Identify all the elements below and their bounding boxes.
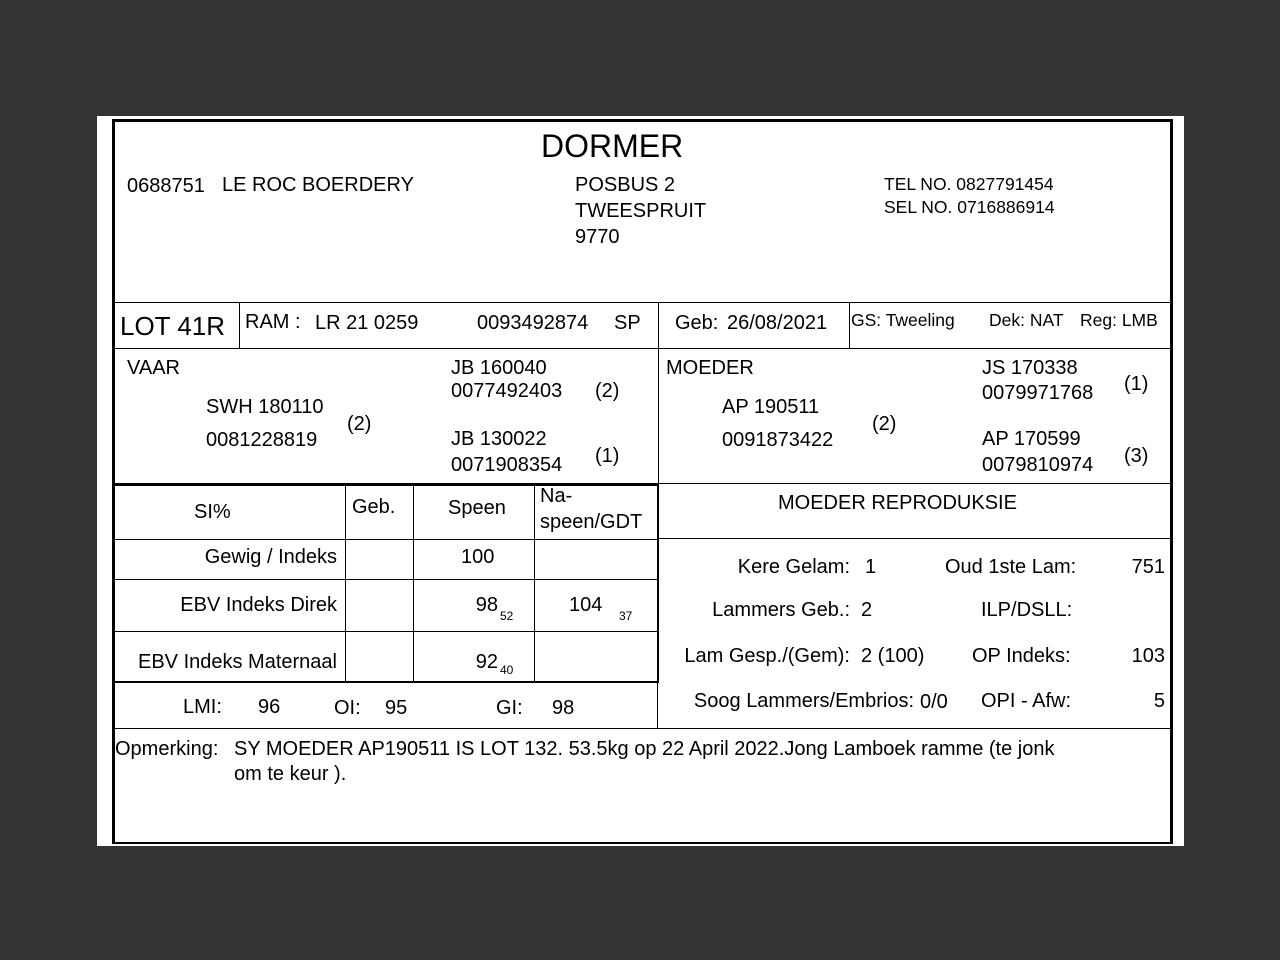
opi-afw-value: 5 bbox=[1153, 690, 1165, 712]
rule-lot-div-1 bbox=[239, 302, 240, 348]
birth-date: 26/08/2021 bbox=[727, 312, 828, 334]
speen-header: Speen bbox=[448, 497, 506, 519]
rule-si-col-1 bbox=[345, 484, 346, 682]
vaar-number: 0081228819 bbox=[206, 429, 318, 451]
lam-gesp-value: 2 (100) bbox=[861, 645, 925, 667]
si-row-speen: 98 bbox=[475, 594, 498, 616]
tel-number: TEL NO. 0827791454 bbox=[884, 174, 1054, 194]
opi-afw-label: OPI - Afw: bbox=[981, 690, 1072, 712]
rule-si-row-1 bbox=[115, 579, 659, 580]
vaar-dam-count: (1) bbox=[595, 445, 620, 467]
rule-repro-title bbox=[659, 538, 1173, 539]
oud-1ste-lam-value: 751 bbox=[1131, 556, 1165, 578]
repro-title: MOEDER REPRODUKSIE bbox=[778, 492, 1017, 514]
vaar-count: (2) bbox=[347, 413, 372, 435]
moeder-sire-id: JS 170338 bbox=[982, 357, 1078, 379]
moeder-count: (2) bbox=[872, 413, 897, 435]
gi-label: GI: bbox=[496, 697, 523, 719]
reg-field: Reg: LMB bbox=[1080, 310, 1158, 330]
si-row-label: EBV Indeks Maternaal bbox=[138, 651, 337, 673]
rule-indices-bottom bbox=[112, 728, 1173, 729]
lmi-label: LMI: bbox=[183, 696, 222, 718]
birth-label: Geb: bbox=[675, 312, 719, 334]
remark-line-1: SY MOEDER AP190511 IS LOT 132. 53.5kg op 22 April 2022.Jong Lamboek ramme (te jonk bbox=[234, 738, 1055, 760]
lmi-value: 96 bbox=[258, 696, 281, 718]
si-row-naspeen-accuracy: 37 bbox=[619, 609, 633, 623]
gi-value: 98 bbox=[552, 697, 575, 719]
si-row-label: Gewig / Indeks bbox=[204, 546, 337, 568]
rule-lot-div-2 bbox=[658, 302, 659, 348]
ram-code: SP bbox=[614, 312, 641, 334]
ilp-dsll-label: ILP/DSLL: bbox=[981, 599, 1073, 621]
vaar-dam-id: JB 130022 bbox=[451, 428, 547, 450]
lam-gesp-label: Lam Gesp./(Gem): bbox=[684, 645, 850, 667]
gs-field: GS: Tweeling bbox=[851, 310, 955, 330]
oi-label: OI: bbox=[334, 697, 361, 719]
lot-number: LOT 41R bbox=[120, 311, 226, 341]
lammers-geb-label: Lammers Geb.: bbox=[712, 599, 850, 621]
address-line-2: TWEESPRUIT bbox=[575, 200, 707, 222]
si-row-naspeen: 104 bbox=[569, 594, 603, 616]
vaar-label: VAAR bbox=[127, 357, 180, 379]
vaar-id: SWH 180110 bbox=[206, 396, 324, 418]
soog-label: Soog Lammers/Embrios: bbox=[693, 690, 914, 712]
rule-si-col-2 bbox=[413, 484, 414, 682]
vaar-dam-number: 0071908354 bbox=[451, 454, 563, 476]
geb-header: Geb. bbox=[352, 496, 396, 518]
kere-gelam-value: 1 bbox=[865, 556, 877, 578]
op-indeks-value: 103 bbox=[1131, 645, 1165, 667]
address-line-1: POSBUS 2 bbox=[575, 174, 676, 196]
si-row-speen-accuracy: 52 bbox=[500, 609, 514, 623]
rule-lot-bottom bbox=[112, 348, 1173, 349]
moeder-sire-number: 0079971768 bbox=[982, 382, 1094, 404]
op-indeks-label: OP Indeks: bbox=[972, 645, 1071, 667]
ram-label: RAM : bbox=[245, 311, 301, 333]
oi-value: 95 bbox=[385, 697, 408, 719]
lot-card bbox=[97, 116, 1184, 846]
rule-si-col-3 bbox=[534, 484, 535, 682]
moeder-label: MOEDER bbox=[666, 357, 754, 379]
rule-si-right bbox=[657, 484, 659, 682]
soog-value: 0/0 bbox=[920, 691, 948, 713]
si-row-speen-accuracy: 40 bbox=[500, 663, 514, 677]
moeder-dam-id: AP 170599 bbox=[982, 428, 1081, 450]
vaar-sire-number: 0077492403 bbox=[451, 380, 563, 402]
rule-lot-top bbox=[112, 302, 1173, 303]
rule-pedigree-mid bbox=[658, 348, 659, 483]
si-row-speen: 92 bbox=[475, 651, 498, 673]
frame-right bbox=[1170, 119, 1173, 844]
kere-gelam-label: Kere Gelam: bbox=[737, 556, 850, 578]
vaar-sire-count: (2) bbox=[595, 380, 620, 402]
si-header: SI% bbox=[194, 501, 231, 523]
ram-number: 0093492874 bbox=[477, 312, 589, 334]
address-line-3: 9770 bbox=[575, 226, 620, 248]
lammers-geb-value: 2 bbox=[861, 599, 873, 621]
sel-number: SEL NO. 0716886914 bbox=[884, 197, 1055, 217]
dek-field: Dek: NAT bbox=[989, 310, 1064, 330]
frame-left bbox=[112, 119, 115, 844]
remark-label: Opmerking: bbox=[115, 738, 219, 760]
rule-si-row-2 bbox=[115, 631, 659, 632]
ram-id: LR 21 0259 bbox=[315, 312, 419, 334]
rule-si-header bbox=[115, 539, 659, 540]
oud-1ste-lam-label: Oud 1ste Lam: bbox=[945, 556, 1077, 578]
owner-name: LE ROC BOERDERY bbox=[222, 174, 414, 196]
rule-lot-div-3 bbox=[849, 302, 850, 348]
moeder-sire-count: (1) bbox=[1124, 373, 1149, 395]
si-row-speen: 100 bbox=[461, 546, 495, 568]
frame-bottom bbox=[112, 842, 1173, 844]
rule-si-top bbox=[115, 484, 659, 486]
moeder-number: 0091873422 bbox=[722, 429, 834, 451]
vaar-sire-id: JB 160040 bbox=[451, 357, 547, 379]
breed-title: DORMER bbox=[541, 128, 684, 164]
si-row-label: EBV Indeks Direk bbox=[180, 594, 337, 616]
rule-si-bottom bbox=[115, 681, 659, 683]
moeder-dam-count: (3) bbox=[1124, 445, 1149, 467]
naspeen-header-1: Na- bbox=[540, 485, 573, 507]
frame-top bbox=[112, 119, 1173, 122]
rule-indices-right bbox=[657, 682, 658, 728]
moeder-id: AP 190511 bbox=[722, 396, 820, 418]
moeder-dam-number: 0079810974 bbox=[982, 454, 1094, 476]
remark-line-2: om te keur ). bbox=[234, 763, 347, 785]
owner-number: 0688751 bbox=[127, 175, 205, 197]
naspeen-header-2: speen/GDT bbox=[540, 511, 643, 533]
